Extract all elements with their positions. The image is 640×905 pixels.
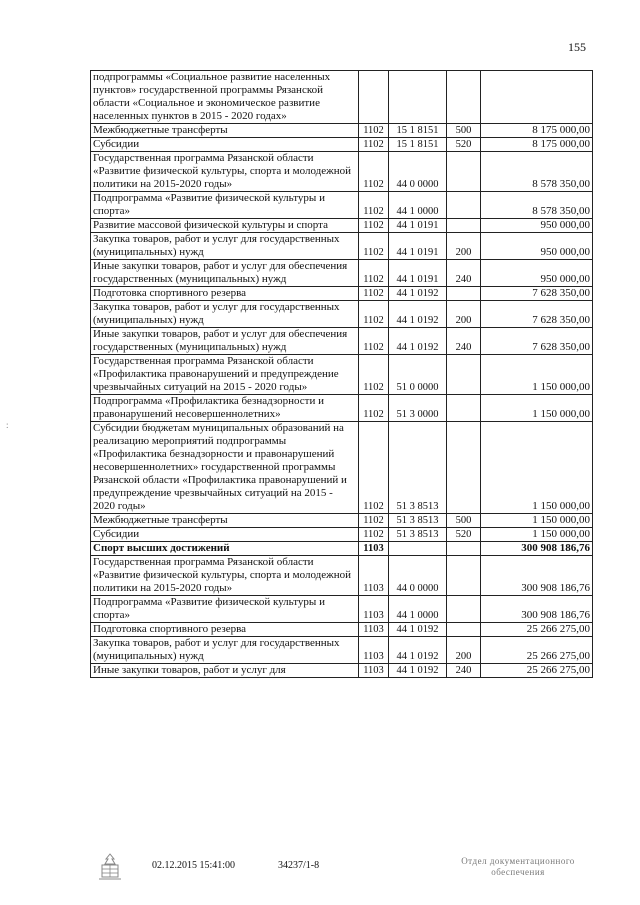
cell-article: 15 1 8151 [389,124,447,138]
cell-expense-kind [447,287,481,301]
cell-article: 44 1 0000 [389,596,447,623]
table-row [91,556,593,596]
cell-article: 44 1 0192 [389,287,447,301]
table-row [91,355,593,395]
cell-amount: 1 150 000,00 [481,528,593,542]
cell-name: Субсидии бюджетам муниципальных образований на реализацию мероприятий подпрограммы «Профилактика безнадзорности и правонарушений несовершеннолетних» государственной программы Рязанской области «Профилактика правонарушений и предупреждение чрезвычайных ситуаций на 2015 - 2020 годы» [91,422,359,514]
cell-expense-kind [447,152,481,192]
cell-expense-kind [447,623,481,637]
cell-amount: 1 150 000,00 [481,395,593,422]
cell-article: 44 1 0191 [389,260,447,287]
cell-name: Подготовка спортивного резерва [91,623,359,637]
cell-article: 15 1 8151 [389,138,447,152]
table-row [91,514,593,528]
cell-name: Подпрограмма «Профилактика безнадзорности и правонарушений несовершеннолетних» [91,395,359,422]
footer-department-line2: обеспечения [491,867,545,877]
table-row [91,124,593,138]
margin-mark: : [6,420,9,430]
cell-amount: 25 266 275,00 [481,637,593,664]
cell-name: Закупка товаров, работ и услуг для государственных (муниципальных) нужд [91,233,359,260]
cell-section: 1102 [359,301,389,328]
cell-name: Подпрограмма «Развитие физической культуры и спорта» [91,192,359,219]
cell-expense-kind [447,395,481,422]
cell-article: 51 3 8513 [389,422,447,514]
cell-amount: 8 175 000,00 [481,138,593,152]
table-row [91,71,593,124]
cell-expense-kind [447,355,481,395]
cell-expense-kind [447,596,481,623]
cell-amount: 8 578 350,00 [481,152,593,192]
cell-expense-kind: 240 [447,328,481,355]
footer-doc-number: 34237/1-8 [278,860,320,871]
cell-name: Субсидии [91,138,359,152]
cell-section: 1102 [359,192,389,219]
cell-name: Иные закупки товаров, работ и услуг для обеспечения государственных (муниципальных) нужд [91,260,359,287]
cell-expense-kind [447,192,481,219]
footer-department-line1: Отдел документационного [461,856,575,866]
cell-amount: 8 175 000,00 [481,124,593,138]
cell-amount: 300 908 186,76 [481,596,593,623]
cell-section: 1102 [359,260,389,287]
cell-amount: 300 908 186,76 [481,542,593,556]
cell-amount: 8 578 350,00 [481,192,593,219]
cell-name: Закупка товаров, работ и услуг для государственных (муниципальных) нужд [91,301,359,328]
cell-expense-kind [447,542,481,556]
cell-article: 44 1 0192 [389,637,447,664]
cell-name: Субсидии [91,528,359,542]
cell-amount: 300 908 186,76 [481,556,593,596]
cell-amount: 7 628 350,00 [481,328,593,355]
cell-amount [481,71,593,124]
cell-section: 1102 [359,422,389,514]
table-row [91,664,593,678]
cell-section: 1102 [359,514,389,528]
cell-article: 44 1 0192 [389,301,447,328]
cell-name: Государственная программа Рязанской области «Развитие физической культуры, спорта и молодежной политики на 2015-2020 годы» [91,152,359,192]
page-number: 155 [568,40,586,54]
cell-section: 1102 [359,355,389,395]
cell-amount: 950 000,00 [481,233,593,260]
cell-name: Государственная программа Рязанской области «Развитие физической культуры, спорта и молодежной политики на 2015-2020 годы» [91,556,359,596]
cell-expense-kind [447,71,481,124]
cell-expense-kind [447,219,481,233]
cell-name: Иные закупки товаров, работ и услуг для обеспечения государственных (муниципальных) нужд [91,328,359,355]
cell-section: 1102 [359,219,389,233]
cell-article: 51 3 0000 [389,395,447,422]
cell-amount: 950 000,00 [481,260,593,287]
cell-article: 44 0 0000 [389,152,447,192]
cell-name: Межбюджетные трансферты [91,514,359,528]
cell-name: Развитие массовой физической культуры и спорта [91,219,359,233]
table-row [91,152,593,192]
table-row [91,328,593,355]
cell-expense-kind: 200 [447,301,481,328]
table-row [91,637,593,664]
table-row [91,219,593,233]
table-row [91,287,593,301]
cell-expense-kind: 500 [447,124,481,138]
table-row [91,260,593,287]
table-row [91,528,593,542]
cell-article [389,542,447,556]
cell-section: 1103 [359,556,389,596]
budget-table [90,70,593,678]
table-row [91,542,593,556]
cell-name: Подпрограмма «Развитие физической культуры и спорта» [91,596,359,623]
cell-section: 1102 [359,287,389,301]
cell-section: 1102 [359,124,389,138]
cell-section: 1103 [359,637,389,664]
cell-article: 44 0 0000 [389,556,447,596]
cell-expense-kind: 520 [447,528,481,542]
cell-expense-kind [447,556,481,596]
cell-expense-kind: 200 [447,233,481,260]
table-row [91,138,593,152]
table-row [91,623,593,637]
cell-article: 44 1 0191 [389,233,447,260]
budget-table-body [91,71,593,678]
cell-name: Иные закупки товаров, работ и услуг для [91,664,359,678]
cell-section: 1103 [359,542,389,556]
cell-section: 1102 [359,328,389,355]
cell-article: 44 1 0000 [389,192,447,219]
cell-amount: 950 000,00 [481,219,593,233]
cell-amount: 1 150 000,00 [481,422,593,514]
cell-section: 1102 [359,528,389,542]
cell-section: 1103 [359,596,389,623]
cell-expense-kind: 500 [447,514,481,528]
cell-amount: 1 150 000,00 [481,355,593,395]
table-row [91,596,593,623]
cell-amount: 7 628 350,00 [481,301,593,328]
cell-article: 44 1 0192 [389,623,447,637]
cell-article: 44 1 0192 [389,328,447,355]
cell-article: 51 3 8513 [389,528,447,542]
cell-amount: 25 266 275,00 [481,664,593,678]
cell-article: 44 1 0191 [389,219,447,233]
cell-name: Межбюджетные трансферты [91,124,359,138]
cell-amount: 7 628 350,00 [481,287,593,301]
cell-section: 1102 [359,233,389,260]
cell-name: подпрограммы «Социальное развитие населенных пунктов» государственной программы Рязанской области «Социальное и экономическое развитие населенных пунктов в 2015 - 2020 годах» [91,71,359,124]
cell-expense-kind: 200 [447,637,481,664]
cell-expense-kind: 240 [447,664,481,678]
cell-name: Подготовка спортивного резерва [91,287,359,301]
cell-amount: 1 150 000,00 [481,514,593,528]
cell-section: 1103 [359,664,389,678]
cell-section: 1102 [359,138,389,152]
footer-department [448,856,588,878]
cell-article: 51 3 8513 [389,514,447,528]
cell-expense-kind [447,422,481,514]
cell-section [359,71,389,124]
cell-article: 44 1 0192 [389,664,447,678]
cell-section: 1102 [359,395,389,422]
cell-section: 1103 [359,623,389,637]
table-row [91,301,593,328]
cell-section: 1102 [359,152,389,192]
cell-expense-kind: 520 [447,138,481,152]
cell-amount: 25 266 275,00 [481,623,593,637]
cell-name: Закупка товаров, работ и услуг для государственных (муниципальных) нужд [91,637,359,664]
cell-article: 51 0 0000 [389,355,447,395]
cell-article [389,71,447,124]
table-row [91,422,593,514]
table-row [91,192,593,219]
emblem-stamp-icon [96,852,124,882]
table-row [91,233,593,260]
cell-expense-kind: 240 [447,260,481,287]
footer-date: 02.12.2015 15:41:00 [152,860,236,871]
cell-name: Спорт высших достижений [91,542,359,556]
cell-name: Государственная программа Рязанской области «Профилактика правонарушений и предупреждение чрезвычайных ситуаций на 2015 - 2020 годы» [91,355,359,395]
table-row [91,395,593,422]
